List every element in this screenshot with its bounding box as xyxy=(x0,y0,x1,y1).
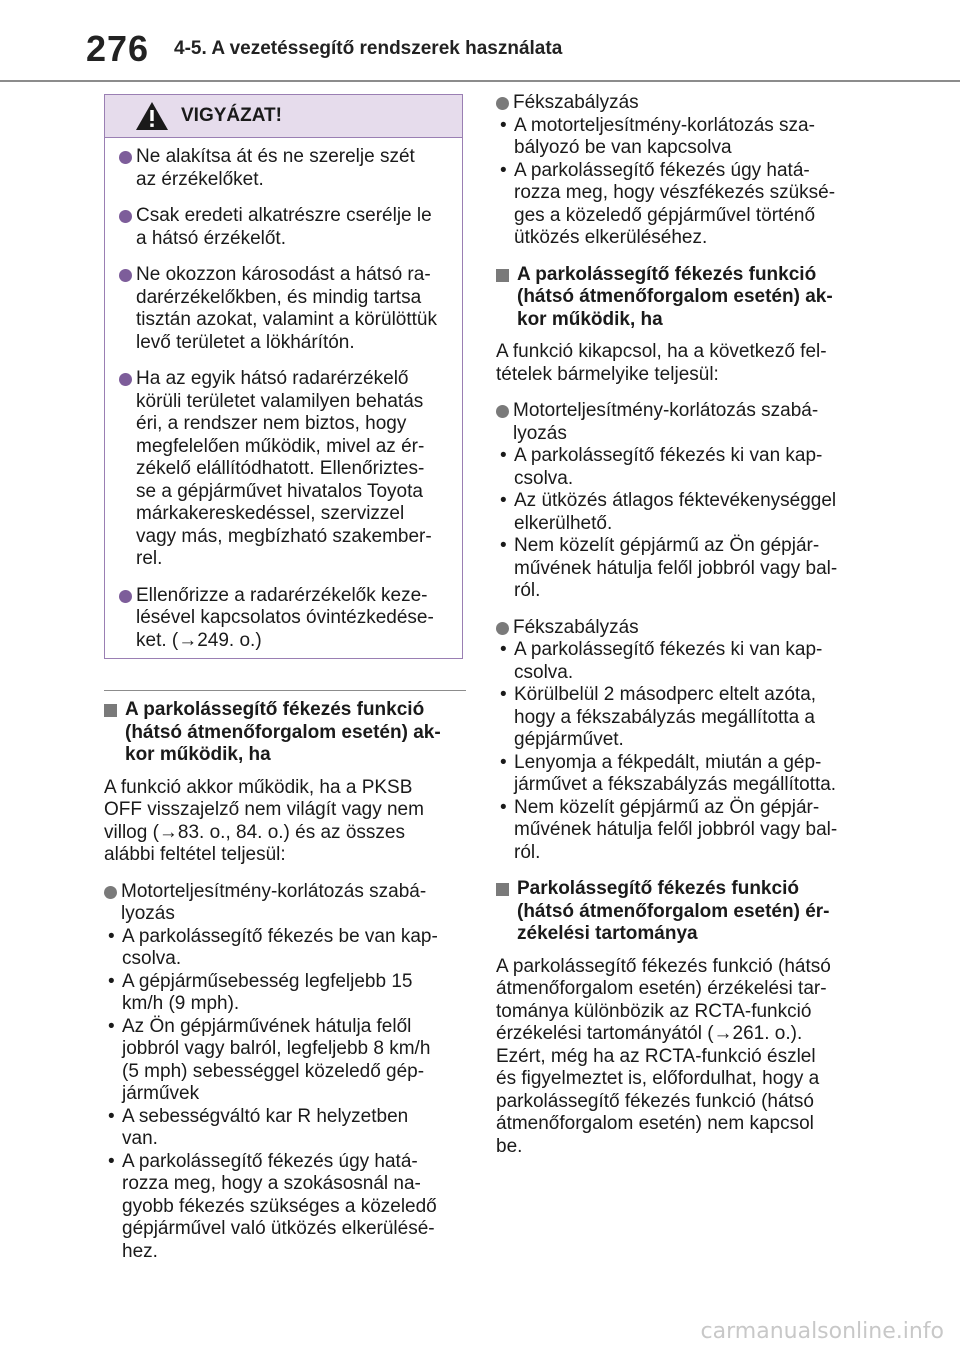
list-item-line: A gépjárműsebesség legfeljebb 15 xyxy=(122,970,413,992)
list-item xyxy=(104,1106,466,1151)
body-line: Ezért, még ha az RCTA-funkció észlel xyxy=(496,1045,816,1067)
list-item xyxy=(496,535,858,603)
intro-line: villog (→83. o., 84. o.) és az összes xyxy=(104,821,405,843)
caution-label: VIGYÁZAT! xyxy=(181,105,282,126)
list-item xyxy=(496,160,858,250)
list-item-line: A parkolássegítő fékezés úgy hatá- xyxy=(122,1150,418,1172)
list-item-line: A sebességváltó kar R helyzetben xyxy=(122,1105,409,1127)
caution-header xyxy=(105,95,462,138)
caution-item-line: Ne okozzon károsodást a hátsó ra- xyxy=(136,264,431,285)
list-item xyxy=(496,490,858,535)
list-item xyxy=(496,797,858,865)
heading-line: A parkolássegítő fékezés funkció xyxy=(517,263,817,285)
caution-item-line: Ne alakítsa át és ne szerelje szét xyxy=(136,146,415,167)
heading-line: kor működik, ha xyxy=(517,308,663,330)
list-item xyxy=(104,926,466,971)
list-item-line: jobbról vagy balról, legfeljebb 8 km/h xyxy=(122,1038,431,1059)
square-bullet-icon xyxy=(496,269,509,282)
list-item xyxy=(496,445,858,490)
list-item-line: csolva. xyxy=(514,467,574,489)
left-column xyxy=(104,690,466,1263)
list-item-line: hogy a fékszabályzás megállította a xyxy=(514,706,816,728)
heading-line: kor működik, ha xyxy=(125,744,271,765)
group-title-line: lyozás xyxy=(513,422,567,444)
section-body xyxy=(496,956,858,1159)
list-item-line: km/h (9 mph). xyxy=(122,993,240,1014)
watermark: carmanualsonline.info xyxy=(700,1319,944,1344)
list-item-line: ütközés elkerüléséhez. xyxy=(514,227,708,248)
caution-item-line: az érzékelőket. xyxy=(136,168,264,190)
list-item-line: bályozó be van kapcsolva xyxy=(514,137,732,158)
caution-item-line: vagy más, megbízható szakember- xyxy=(136,525,432,547)
list-item-line: A parkolássegítő fékezés be van kap- xyxy=(122,925,438,947)
list-item-line: (5 mph) sebességgel közeledő gép- xyxy=(122,1060,425,1082)
body-line: átmenőforgalom esetén) nem kapcsol xyxy=(496,1113,814,1134)
condition-group-title xyxy=(104,881,466,926)
caution-item xyxy=(119,585,452,653)
bullet-mark: • xyxy=(500,796,507,818)
heading-line: (hátsó átmenőforgalom esetén) ak- xyxy=(125,721,441,743)
intro-line: alábbi feltétel teljesül: xyxy=(104,844,286,865)
list-item-line: Nem közelít gépjármű az Ön gépjár- xyxy=(514,796,820,818)
condition-list xyxy=(496,639,858,864)
round-bullet-icon xyxy=(104,886,117,899)
list-item-line: A parkolássegítő fékezés ki van kap- xyxy=(514,445,823,466)
page-number: 276 xyxy=(86,28,150,69)
bullet-mark: • xyxy=(500,639,507,660)
list-item-line: ról. xyxy=(514,841,541,863)
intro-line: tételek bármelyike teljesül: xyxy=(496,363,719,385)
heading-line: zékelési tartománya xyxy=(517,923,698,944)
heading-line: A parkolássegítő fékezés funkció xyxy=(125,699,425,720)
list-item-line: gépjárművet. xyxy=(514,729,624,750)
round-bullet-icon xyxy=(119,210,132,223)
caution-item-line: a hátsó érzékelőt. xyxy=(136,227,286,249)
list-item-line: Lenyomja a fékpedált, miután a gép- xyxy=(514,751,822,773)
bullet-mark: • xyxy=(500,490,507,511)
round-bullet-icon xyxy=(496,97,509,110)
section-heading xyxy=(104,699,466,767)
list-item xyxy=(104,1151,466,1264)
bullet-mark: • xyxy=(500,535,507,556)
caution-item-line: se a gépjárművet hivatalos Toyota xyxy=(136,480,423,502)
caution-item xyxy=(119,368,452,571)
body-line: érzékelési tartományától (→261. o.). xyxy=(496,1023,803,1044)
group-title-line: lyozás xyxy=(121,903,175,924)
group-title-line: Motorteljesítmény-korlátozás szabá- xyxy=(121,880,427,902)
round-bullet-icon xyxy=(496,622,509,635)
list-item xyxy=(104,971,466,1016)
bullet-mark: • xyxy=(108,1015,115,1037)
list-item-line: gyobb fékezés szükséges a közeledő xyxy=(122,1195,437,1217)
round-bullet-icon xyxy=(119,151,132,164)
caution-item-line: zékelő elállítódhatott. Ellenőriztes- xyxy=(136,458,425,479)
body-line: átmenőforgalom esetén) érzékelési tar- xyxy=(496,978,827,999)
section-heading xyxy=(496,878,858,946)
section-intro xyxy=(104,777,466,867)
list-item xyxy=(496,115,858,160)
list-item-line: járművet a fékszabályzás megállította. xyxy=(514,774,837,795)
list-item-line: elkerülhető. xyxy=(514,512,613,534)
list-item-line: A parkolássegítő fékezés ki van kap- xyxy=(514,639,823,660)
caution-box xyxy=(104,94,463,659)
list-item-line: A parkolássegítő fékezés úgy hatá- xyxy=(514,159,810,181)
caution-item-line: ket. (→249. o.) xyxy=(136,629,262,651)
caution-item-line: körüli területet valamilyen behatás xyxy=(136,390,424,412)
intro-line: OFF visszajelző nem világít vagy nem xyxy=(104,799,424,820)
list-item-line: csolva. xyxy=(122,948,182,969)
list-item-line: gépjárművel való ütközés elkerülésé- xyxy=(122,1218,435,1239)
bullet-mark: • xyxy=(108,925,115,947)
group-title-text: Fékszabályzás xyxy=(513,616,639,638)
round-bullet-icon xyxy=(496,405,509,418)
bullet-mark: • xyxy=(108,1150,115,1172)
warning-triangle-icon xyxy=(135,101,169,131)
body-line: A parkolássegítő fékezés funkció (hátsó xyxy=(496,955,831,977)
intro-line: A funkció akkor működik, ha a PKSB xyxy=(104,776,413,798)
caution-item-line: Ha az egyik hátsó radarérzékelő xyxy=(136,368,409,389)
caution-item xyxy=(119,205,452,250)
section-heading xyxy=(496,264,858,332)
caution-item-line: éri, a rendszer nem biztos, hogy xyxy=(136,413,407,434)
intro-line: A funkció kikapcsol, ha a következő fel- xyxy=(496,341,827,362)
bullet-mark: • xyxy=(500,445,507,466)
list-item-line: rozza meg, hogy a szokásosnál na- xyxy=(122,1173,421,1194)
condition-group-title xyxy=(496,92,858,115)
round-bullet-icon xyxy=(119,373,132,386)
bullet-mark: • xyxy=(108,1105,115,1127)
caution-item-line: lésével kapcsolatos óvintézkedése- xyxy=(136,607,434,628)
list-item-line: Nem közelít gépjármű az Ön gépjár- xyxy=(514,535,820,556)
condition-list xyxy=(104,926,466,1264)
body-line: és figyelmeztet is, előfordulhat, hogy a xyxy=(496,1068,820,1089)
condition-group-title xyxy=(496,400,858,445)
bullet-mark: • xyxy=(108,970,115,992)
bullet-mark: • xyxy=(500,159,507,181)
group-title-line: Motorteljesítmény-korlátozás szabá- xyxy=(513,400,819,421)
body-line: parkolássegítő fékezés funkció (hátsó xyxy=(496,1090,814,1112)
list-item-line: csolva. xyxy=(514,661,574,683)
square-bullet-icon xyxy=(104,704,117,717)
caution-item-line: levő területet a lökhárítón. xyxy=(136,331,355,353)
list-item xyxy=(496,639,858,684)
caution-item xyxy=(119,146,452,191)
round-bullet-icon xyxy=(119,590,132,603)
condition-list xyxy=(496,115,858,250)
list-item-line: van. xyxy=(122,1128,158,1149)
right-column xyxy=(496,92,858,1158)
list-item-line: művének hátulja felől jobbról vagy bal- xyxy=(514,557,838,579)
list-item-line: ges a közeledő gépjárművel történő xyxy=(514,204,816,226)
list-item xyxy=(104,1016,466,1106)
list-item-line: rozza meg, hogy vészfékezés szüksé- xyxy=(514,182,836,203)
section-intro xyxy=(496,341,858,386)
list-item-line: járművek xyxy=(122,1083,200,1104)
section-title: 4-5. A vezetéssegítő rendszerek használata xyxy=(174,38,563,59)
list-item-line: Az Ön gépjárművének hátulja felől xyxy=(122,1015,412,1037)
square-bullet-icon xyxy=(496,883,509,896)
list-item-line: A motorteljesítmény-korlátozás sza- xyxy=(514,114,815,136)
heading-line: Parkolássegítő fékezés funkció xyxy=(517,878,799,899)
page-header xyxy=(0,0,960,82)
list-item-line: Az ütközés átlagos féktevékenységgel xyxy=(514,490,837,511)
list-item-line: művének hátulja felől jobbról vagy bal- xyxy=(514,819,838,840)
list-item-line: Körülbelül 2 másodperc eltelt azóta, xyxy=(514,684,817,705)
bullet-mark: • xyxy=(500,751,507,773)
caution-item-line: tisztán azokat, valamint a körülöttük xyxy=(136,309,437,330)
bullet-mark: • xyxy=(500,684,507,705)
group-title-text: Fékszabályzás xyxy=(513,92,639,113)
heading-line: (hátsó átmenőforgalom esetén) ak- xyxy=(517,286,833,307)
condition-group-title xyxy=(496,617,858,640)
list-item xyxy=(496,752,858,797)
body-line: be. xyxy=(496,1135,523,1157)
caution-item-line: Ellenőrizze a radarérzékelők keze- xyxy=(136,584,428,606)
caution-item-line: darérzékelőkben, és mindig tartsa xyxy=(136,286,422,308)
body-line: tománya különbözik az RCTA-funkció xyxy=(496,1000,812,1022)
list-item-line: hez. xyxy=(122,1240,158,1262)
caution-item-line: márkakereskedéssel, szervizzel xyxy=(136,503,405,524)
caution-item-line: rel. xyxy=(136,548,163,569)
caution-item xyxy=(119,264,452,354)
section-divider xyxy=(104,690,466,691)
heading-line: (hátsó átmenőforgalom esetén) ér- xyxy=(517,900,830,922)
caution-item-line: Csak eredeti alkatrészre cserélje le xyxy=(136,205,432,226)
caution-item-line: megfelelően működik, mivel az ér- xyxy=(136,435,425,457)
bullet-mark: • xyxy=(500,114,507,136)
round-bullet-icon xyxy=(119,269,132,282)
caution-body xyxy=(105,146,462,652)
condition-list xyxy=(496,445,858,603)
header-divider xyxy=(0,80,960,82)
list-item-line: ról. xyxy=(514,580,541,601)
list-item xyxy=(496,684,858,752)
